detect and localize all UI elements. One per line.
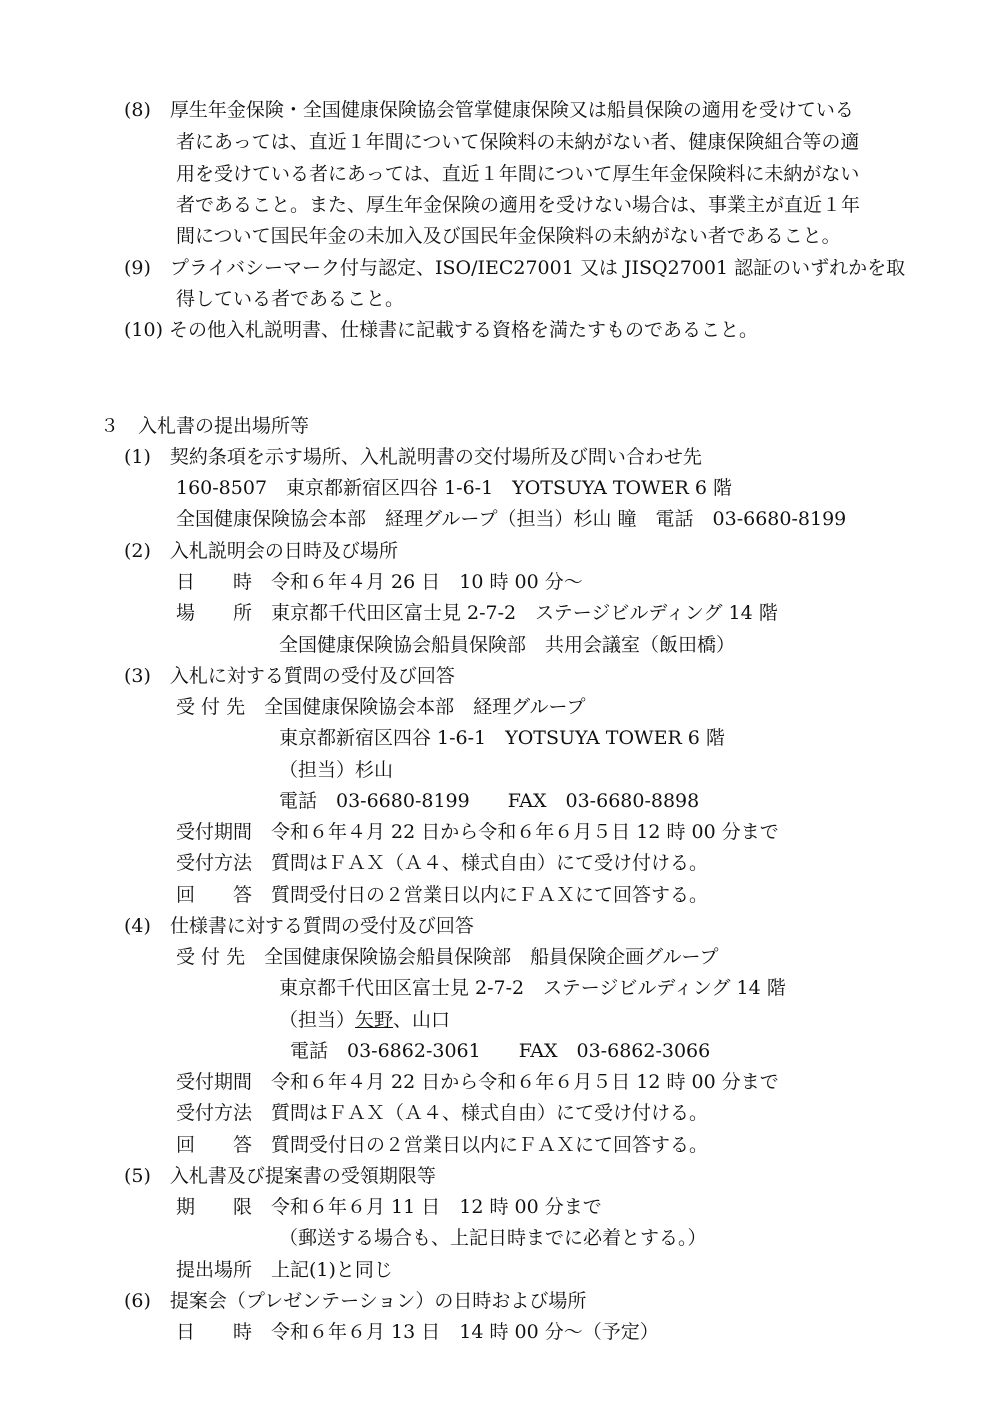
sub-4-person bbox=[279, 1008, 450, 1032]
sub-4-period: 受付期間 令和６年４月 22 日から令和６年６月５日 12 時 00 分まで bbox=[176, 1071, 779, 1093]
sub-2-place-detail: 全国健康保険協会船員保険部 共用会議室（飯田橋） bbox=[279, 634, 736, 656]
item-9-line-2: 得している者であること。 bbox=[176, 288, 405, 310]
sub-3-method: 受付方法 質問はＦＡＸ（Ａ４、様式自由）にて受け付ける。 bbox=[176, 852, 709, 874]
sub-3-recipient: 受 付 先 全国健康保険協会本部 経理グループ bbox=[176, 696, 586, 718]
sub-2-datetime: 日 時 令和６年４月 26 日 10 時 00 分～ bbox=[176, 571, 583, 593]
sub-2-heading: (2) 入札説明会の日時及び場所 bbox=[124, 540, 398, 562]
sub-4-person-underlined: 矢野 bbox=[355, 1009, 394, 1031]
sub-3-heading: (3) 入札に対する質問の受付及び回答 bbox=[124, 665, 455, 687]
item-8-line-4: 者であること。また、厚生年金保険の適用を受けない場合は、事業主が直近１年 bbox=[176, 194, 861, 216]
sub-5-note: （郵送する場合も、上記日時までに必着とする。） bbox=[279, 1227, 707, 1249]
sub-3-phone-fax: 電話 03-6680-8199 FAX 03-6680-8898 bbox=[279, 790, 700, 812]
sub-5-heading: (5) 入札書及び提案書の受領期限等 bbox=[124, 1165, 436, 1187]
sub-3-answer: 回 答 質問受付日の２営業日以内にＦＡＸにて回答する。 bbox=[176, 884, 709, 906]
sub-3-period: 受付期間 令和６年４月 22 日から令和６年６月５日 12 時 00 分まで bbox=[176, 821, 779, 843]
sub-4-answer: 回 答 質問受付日の２営業日以内にＦＡＸにて回答する。 bbox=[176, 1134, 709, 1156]
sub-4-phone-fax: 電話 03-6862-3061 FAX 03-6862-3066 bbox=[290, 1040, 711, 1062]
section-3-heading: ３ 入札書の提出場所等 bbox=[100, 415, 310, 437]
sub-2-place: 場 所 東京都千代田区富士見 2-7-2 ステージビルディング 14 階 bbox=[176, 602, 778, 624]
sub-4-heading: (4) 仕様書に対する質問の受付及び回答 bbox=[124, 915, 474, 937]
sub-1-address: 160-8507 東京都新宿区四谷 1-6-1 YOTSUYA TOWER 6 階 bbox=[176, 477, 732, 499]
item-9-line-1: (9) プライバシーマーク付与認定、ISO/IEC27001 又は JISQ27001 認証のいずれかを取 bbox=[124, 257, 906, 279]
sub-4-method: 受付方法 質問はＦＡＸ（Ａ４、様式自由）にて受け付ける。 bbox=[176, 1102, 709, 1124]
sub-6-datetime: 日 時 令和６年６月 13 日 14 時 00 分～（予定） bbox=[176, 1321, 659, 1343]
item-8-line-3: 用を受けている者にあっては、直近１年間について厚生年金保険料に未納がない bbox=[176, 163, 860, 185]
sub-4-person-label: （担当） bbox=[279, 1009, 356, 1031]
sub-4-person-rest: 、山口 bbox=[393, 1009, 451, 1031]
item-10-line: (10) その他入札説明書、仕様書に記載する資格を満たすものであること。 bbox=[124, 319, 759, 341]
sub-3-person: （担当）杉山 bbox=[279, 759, 394, 781]
item-8-line-1: (8) 厚生年金保険・全国健康保険協会管掌健康保険又は船員保険の適用を受けている bbox=[124, 99, 854, 121]
item-8-line-2: 者にあっては、直近１年間について保険料の未納がない者、健康保険組合等の適 bbox=[176, 131, 860, 153]
sub-5-place: 提出場所 上記(1)と同じ bbox=[176, 1259, 393, 1281]
sub-5-deadline: 期 限 令和６年６月 11 日 12 時 00 分まで bbox=[176, 1196, 602, 1218]
item-8-line-5: 間について国民年金の未加入及び国民年金保険料の未納がない者であること。 bbox=[176, 225, 841, 247]
sub-1-heading: (1) 契約条項を示す場所、入札説明書の交付場所及び問い合わせ先 bbox=[124, 446, 702, 468]
sub-4-address: 東京都千代田区富士見 2-7-2 ステージビルディング 14 階 bbox=[279, 977, 786, 999]
sub-6-heading: (6) 提案会（プレゼンテーション）の日時および場所 bbox=[124, 1290, 587, 1312]
sub-4-recipient: 受 付 先 全国健康保険協会船員保険部 船員保険企画グループ bbox=[176, 946, 719, 968]
sub-3-address: 東京都新宿区四谷 1-6-1 YOTSUYA TOWER 6 階 bbox=[279, 727, 725, 749]
sub-1-contact: 全国健康保険協会本部 経理グループ（担当）杉山 瞳 電話 03-6680-8199 bbox=[176, 508, 847, 530]
